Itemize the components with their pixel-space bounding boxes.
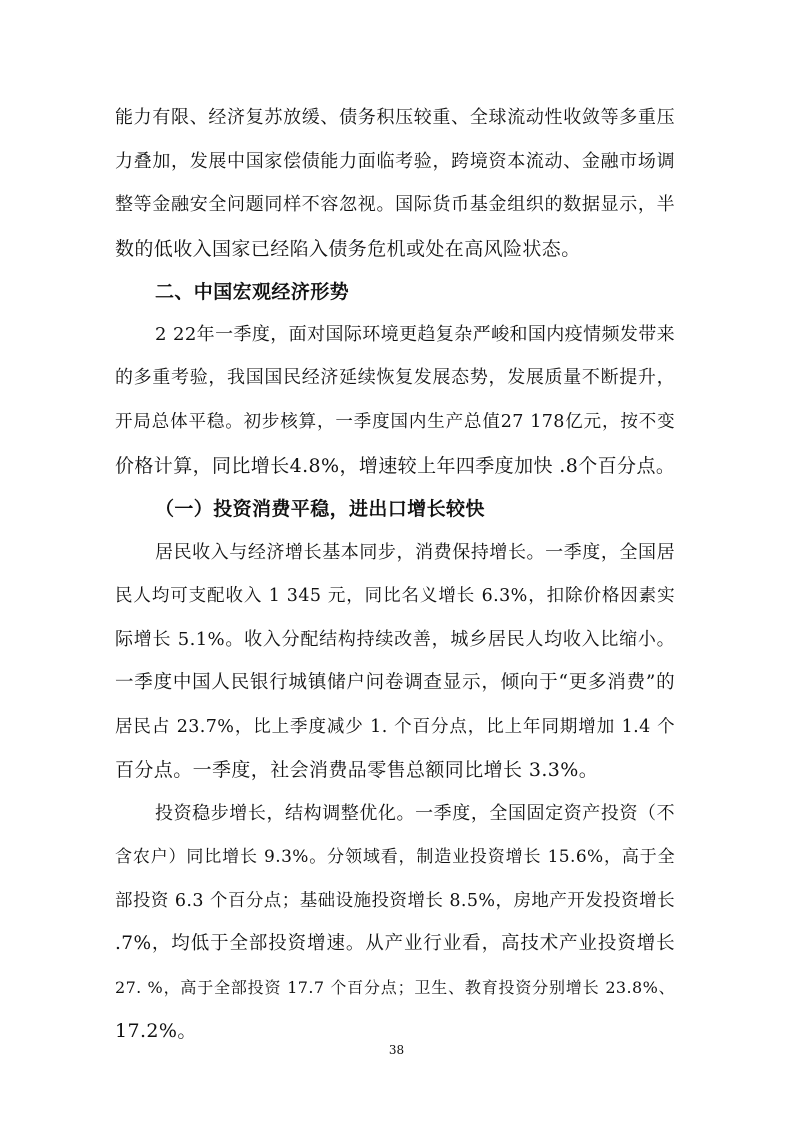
paragraph-line: 27. %，高于全部投资 17.7 个百分点；卫生、教育投资分别增长 23.8%、: [115, 978, 675, 997]
paragraph-line: 数的低收入国家已经陷入债务危机或处在高风险状态。: [115, 238, 581, 260]
paragraph-line: 投资稳步增长，结构调整优化。一季度，全国固定资产投资（不: [155, 803, 675, 824]
paragraph-line: 力叠加，发展中国家偿债能力面临考验，跨境资本流动、金融市场调: [115, 151, 675, 172]
paragraph-line: 部投资 6.3 个百分点；基础设施投资增长 8.5%，房地产开发投资增长: [115, 891, 675, 911]
paragraph-line: 的多重考验，我国国民经济延续恢复发展态势，发展质量不断提升，: [115, 367, 675, 388]
paragraph-line: 居民收入与经济增长基本同步，消费保持增长。一季度，全国居: [155, 542, 675, 563]
subsection-heading: （一）投资消费平稳，进出口增长较快: [155, 498, 485, 520]
paragraph-line: 开局总体平稳。初步核算，一季度国内生产总值27 178亿元，按不变: [115, 412, 675, 432]
paragraph-line: 整等金融安全问题同样不容忽视。国际货币基金组织的数据显示，半: [115, 194, 675, 215]
paragraph-line: 含农户）同比增长 9.3%。分领域看，制造业投资增长 15.6%，高于全: [115, 847, 675, 867]
paragraph-line: 能力有限、经济复苏放缓、债务积压较重、全球流动性收敛等多重压: [115, 107, 675, 128]
paragraph-line: .7%，均低于全部投资增速。从产业行业看，高技术产业投资增长: [115, 933, 675, 954]
paragraph-line: 际增长 5.1%。收入分配结构持续改善，城乡居民人均收入比缩小。: [115, 629, 675, 650]
paragraph-line: 2 22年一季度，面对国际环境更趋复杂严峻和国内疫情频发带来: [155, 324, 676, 345]
paragraph-line: 民人均可支配收入 1 345 元，同比名义增长 6.3%，扣除价格因素实: [115, 586, 675, 606]
page-number: 38: [388, 1043, 405, 1057]
paragraph-line: 居民占 23.7%，比上季度减少 1. 个百分点，比上年同期增加 1.4 个: [115, 717, 675, 737]
section-heading: 二、中国宏观经济形势: [155, 281, 350, 303]
paragraph-line: 17.2%。: [115, 1020, 197, 1042]
paragraph-line: 一季度中国人民银行城镇储户问卷调查显示，倾向于“更多消费”的: [115, 672, 675, 693]
paragraph-line: 价格计算，同比增长4.8%，增速较上年四季度加快 .8个百分点。: [115, 455, 676, 477]
paragraph-line: 百分点。一季度，社会消费品零售总额同比增长 3.3%。: [115, 759, 599, 781]
